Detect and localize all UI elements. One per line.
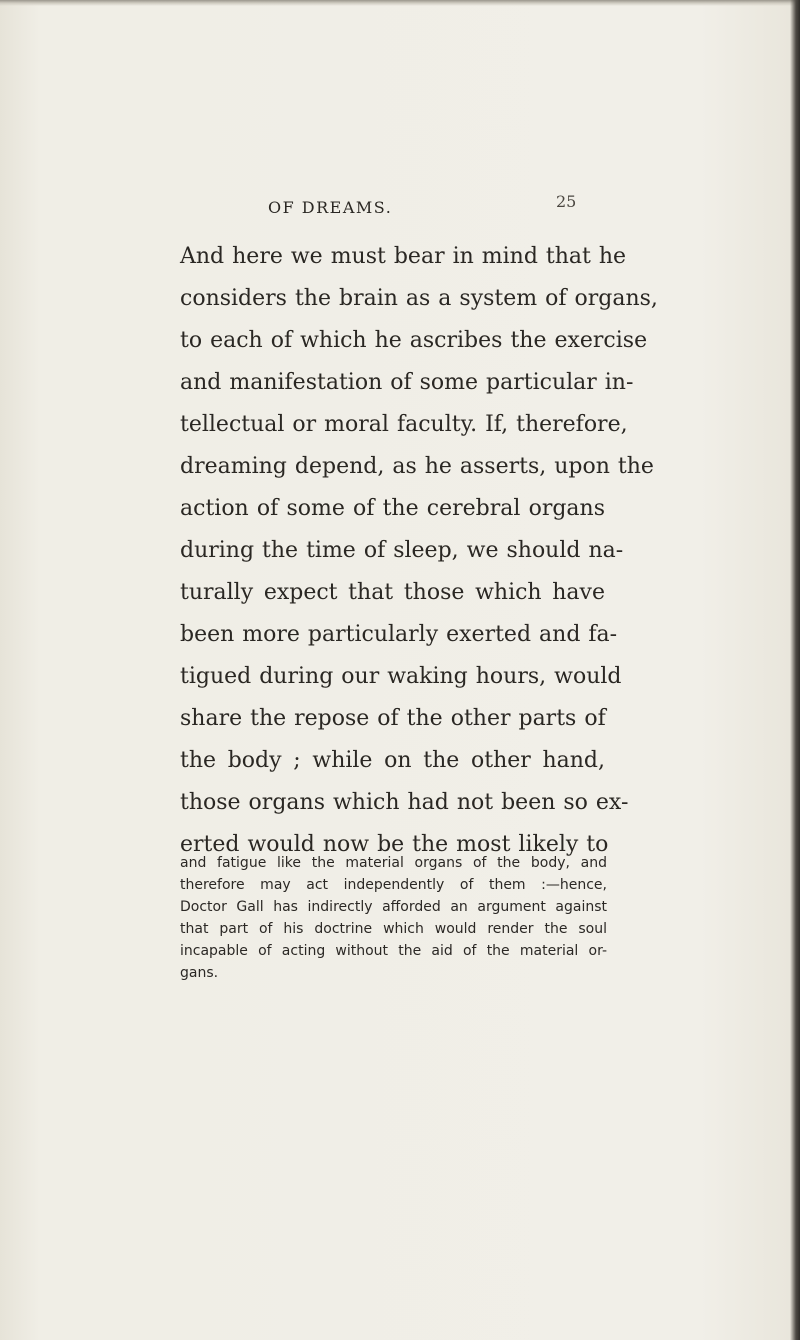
text-line: dreaming depend, as he asserts, upon the: [180, 454, 654, 479]
text-line: considers the brain as a system of organs,: [180, 286, 658, 311]
footnote-block: [180, 852, 607, 984]
text-line: turally expect that those which have: [180, 580, 605, 605]
text-line: tigued during our waking hours, would: [180, 664, 622, 689]
page-number: 25: [556, 192, 577, 211]
text-line: those organs which had not been so ex-: [180, 790, 629, 815]
footnote-line: and fatigue like the material organs of the body, and: [180, 855, 607, 871]
footnote-line: Doctor Gall has indirectly afforded an argument against: [180, 899, 607, 915]
page-binding-shadow: [790, 0, 800, 1340]
footnote-line: gans.: [180, 965, 219, 981]
main-text-block: [180, 236, 658, 866]
page-top-edge: [0, 0, 800, 6]
footnote-line: incapable of acting without the aid of the material or-: [180, 943, 607, 959]
page-header: [268, 192, 608, 226]
text-line: been more particularly exerted and fa-: [180, 622, 618, 647]
footnote-line: therefore may act independently of them :—hence,: [180, 877, 607, 893]
text-line: during the time of sleep, we should na-: [180, 538, 624, 563]
footnote-line: that part of his doctrine which would render the soul: [180, 921, 607, 937]
text-line: tellectual or moral faculty. If, therefore,: [180, 412, 628, 437]
text-line: share the repose of the other parts of: [180, 706, 606, 731]
text-line: erted would now be the most likely to: [180, 832, 609, 857]
text-line: And here we must bear in mind that he: [180, 244, 627, 269]
text-line: to each of which he ascribes the exercise: [180, 328, 648, 353]
running-head: OF DREAMS.: [268, 198, 393, 217]
text-line: and manifestation of some particular in-: [180, 370, 634, 395]
text-line: the body ; while on the other hand,: [180, 748, 605, 773]
text-line: action of some of the cerebral organs: [180, 496, 605, 521]
